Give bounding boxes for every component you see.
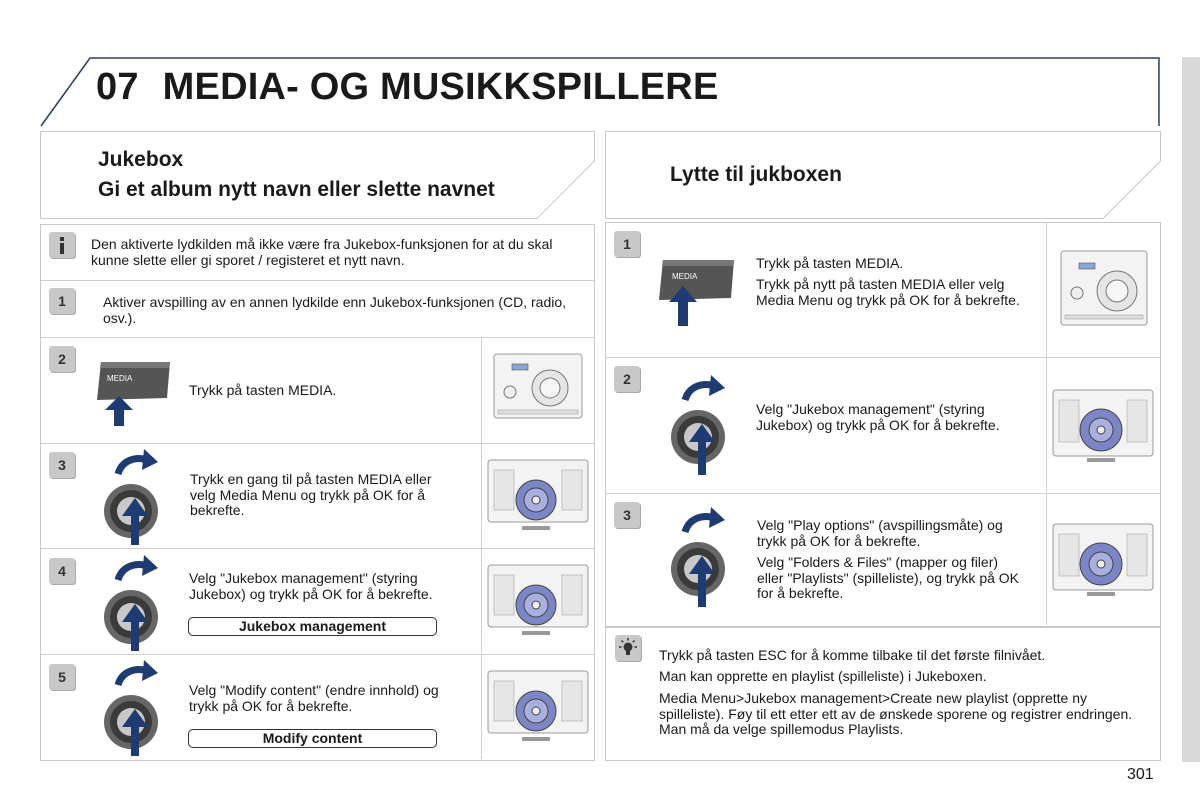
step-badge-4: 4 — [49, 558, 75, 584]
chapter-title-text: MEDIA- OG MUSIKKSPILLERE — [162, 66, 719, 108]
tip-line-2: Man kan opprette en playlist (spilleliste) i Jukeboxen. — [659, 668, 987, 684]
left-heading-line1: Jukebox — [98, 148, 184, 171]
radio-dial-thumbnail — [481, 655, 594, 759]
right-step-3-line2: Velg "Folders & Files" (mapper og filer) eller "Playlists" (spilleliste), og trykk på OK for å bekrefte. — [757, 554, 1020, 601]
media-key-label: MEDIA — [107, 374, 133, 383]
step-badge-1: 1 — [49, 288, 75, 314]
ok-dial-icon — [100, 446, 162, 546]
step-badge-3: 3 — [49, 452, 75, 478]
step-badge-2: 2 — [49, 346, 75, 372]
media-key-icon — [657, 258, 739, 330]
radio-dial-thumbnail — [1046, 358, 1160, 492]
ok-dial-icon — [667, 372, 729, 476]
radio-panel-thumbnail — [1046, 223, 1160, 357]
info-icon — [49, 232, 75, 258]
media-key-icon — [95, 360, 175, 430]
step-badge-2: 2 — [614, 366, 640, 392]
tip-line-1: Trykk på tasten ESC for å komme tilbake til det første filnivået. — [659, 647, 1046, 663]
right-step-1-line2: Trykk på nytt på tasten MEDIA eller velg Media Menu og trykk på OK for å bekrefte. — [756, 276, 1020, 308]
left-heading-line2: Gi et album nytt navn eller slette navnet — [98, 178, 495, 201]
page-number: 301 — [1127, 766, 1154, 783]
left-step-3-text: Trykk en gang til på tasten MEDIA eller velg Media Menu og trykk på OK for å bekrefte. — [190, 471, 432, 518]
tip-line-3: Media Menu>Jukebox management>Create new playlist (opprette ny spilleliste). Føy til ett etter ett av de ønskede sporene og registrer endringen. Man må da velge spillemodus Playlists. — [659, 690, 1133, 737]
right-step-3-line1: Velg "Play options" (avspillingsmåte) og trykk på OK for å bekrefte. — [757, 517, 1003, 549]
lightbulb-icon — [615, 635, 641, 661]
right-step-1-line1: Trykk på tasten MEDIA. — [756, 255, 904, 271]
media-key-label: MEDIA — [672, 272, 698, 281]
side-tab — [1182, 57, 1200, 762]
step-badge-3: 3 — [614, 502, 640, 528]
left-step-1-text: Aktiver avspilling av en annen lydkilde enn Jukebox-funksjonen (CD, radio, osv.). — [103, 294, 567, 326]
ok-dial-icon — [100, 552, 162, 652]
step-badge-1: 1 — [614, 231, 640, 257]
right-step-2-line1: Velg "Jukebox management" (styring Jukebox) og trykk på OK for å bekrefte. — [756, 401, 1000, 433]
right-heading: Lytte til jukboxen — [670, 163, 842, 186]
left-step-4-text: Velg "Jukebox management" (styring Jukebox) og trykk på OK for å bekrefte. — [189, 570, 433, 602]
chapter-number: 07 — [96, 66, 139, 108]
radio-panel-thumbnail — [481, 338, 594, 443]
left-header-frame — [40, 131, 595, 219]
ok-dial-icon — [100, 657, 162, 757]
radio-dial-thumbnail — [1046, 494, 1160, 625]
modify-content-label: Modify content — [188, 729, 437, 748]
chapter-title — [96, 66, 719, 109]
step-badge-5: 5 — [49, 664, 75, 690]
left-step-2-text: Trykk på tasten MEDIA. — [189, 382, 337, 398]
left-step-5-text: Velg "Modify content" (endre innhold) og trykk på OK for å bekrefte. — [189, 682, 439, 714]
radio-dial-thumbnail — [481, 549, 594, 653]
info-text: Den aktiverte lydkilden må ikke være fra Jukebox-funksjonen for at du skal kunne slette eller gi sporet / registeret et nytt navn. — [91, 236, 553, 268]
radio-dial-thumbnail — [481, 444, 594, 548]
jukebox-management-label: Jukebox management — [188, 617, 437, 636]
ok-dial-icon — [667, 504, 729, 608]
